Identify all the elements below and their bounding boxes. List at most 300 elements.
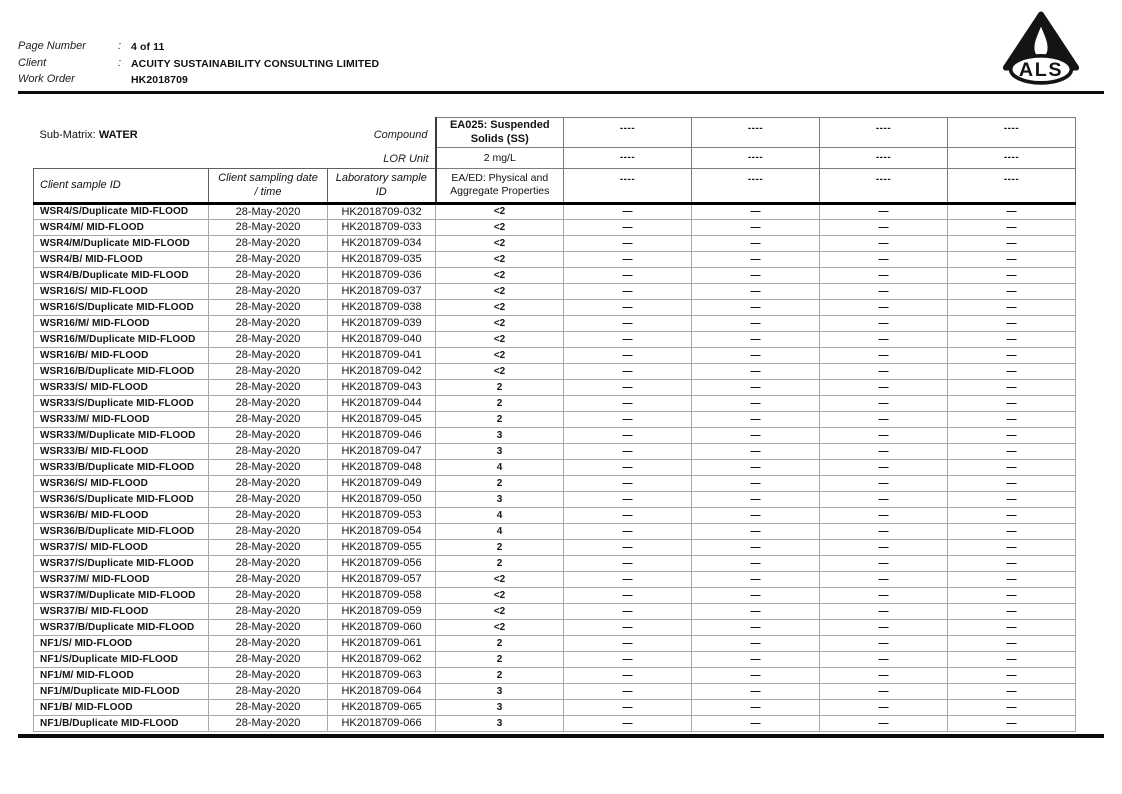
result-cell: 2	[436, 475, 564, 491]
sampling-date-cell: 28-May-2020	[209, 619, 328, 635]
result-cell: —	[948, 587, 1076, 603]
result-cell: —	[948, 571, 1076, 587]
sampling-date-cell: 28-May-2020	[209, 267, 328, 283]
client-sample-id-cell: WSR36/B/ MID-FLOOD	[34, 507, 209, 523]
result-cell: <2	[436, 619, 564, 635]
result-cell: —	[564, 427, 692, 443]
table-row	[34, 619, 1076, 635]
lab-sample-id-cell: HK2018709-054	[328, 523, 436, 539]
sampling-date-cell: 28-May-2020	[209, 603, 328, 619]
method-header-ea025: EA/ED: Physical and Aggregate Properties	[436, 168, 564, 203]
result-cell: —	[820, 715, 948, 731]
lab-sample-id-cell: HK2018709-036	[328, 267, 436, 283]
client-sample-id-cell: WSR37/S/ MID-FLOOD	[34, 539, 209, 555]
result-cell: —	[692, 395, 820, 411]
result-cell: —	[564, 699, 692, 715]
result-cell: —	[948, 523, 1076, 539]
lab-sample-id-cell: HK2018709-032	[328, 203, 436, 219]
sampling-date-cell: 28-May-2020	[209, 667, 328, 683]
result-cell: 2	[436, 395, 564, 411]
client-sample-id-cell: WSR4/S/Duplicate MID-FLOOD	[34, 203, 209, 219]
sampling-date-cell: 28-May-2020	[209, 363, 328, 379]
table-row	[34, 235, 1076, 251]
table-row	[34, 475, 1076, 491]
result-cell: —	[564, 539, 692, 555]
result-cell: —	[948, 283, 1076, 299]
lor-unit-dash: ----	[692, 148, 820, 169]
result-cell: —	[692, 491, 820, 507]
result-cell: —	[820, 699, 948, 715]
result-cell: —	[948, 299, 1076, 315]
sampling-date-cell: 28-May-2020	[209, 251, 328, 267]
lab-sample-id-cell: HK2018709-049	[328, 475, 436, 491]
sampling-date-cell: 28-May-2020	[209, 331, 328, 347]
client-sample-id-cell: WSR4/M/ MID-FLOOD	[34, 219, 209, 235]
result-cell: <2	[436, 299, 564, 315]
sampling-date-cell: 28-May-2020	[209, 587, 328, 603]
sampling-date-cell: 28-May-2020	[209, 571, 328, 587]
meta-row-page-number	[18, 40, 379, 57]
result-cell: —	[820, 683, 948, 699]
table-row	[34, 683, 1076, 699]
result-cell: —	[564, 587, 692, 603]
result-cell: —	[948, 507, 1076, 523]
client-sample-id-cell: WSR33/S/ MID-FLOOD	[34, 379, 209, 395]
result-cell: —	[820, 395, 948, 411]
table-body	[34, 203, 1076, 731]
table-row	[34, 603, 1076, 619]
result-cell: —	[692, 683, 820, 699]
result-cell: —	[948, 603, 1076, 619]
compound-header-dash: ----	[820, 118, 948, 148]
result-cell: 3	[436, 443, 564, 459]
col-header-sampling-date: Client sampling date / time	[209, 168, 328, 203]
sampling-date-cell: 28-May-2020	[209, 315, 328, 331]
lor-unit-dash: ----	[820, 148, 948, 169]
result-cell: —	[564, 475, 692, 491]
result-cell: —	[692, 651, 820, 667]
result-cell: —	[948, 331, 1076, 347]
result-cell: —	[692, 619, 820, 635]
result-cell: <2	[436, 283, 564, 299]
table-row	[34, 651, 1076, 667]
table-row	[34, 379, 1076, 395]
result-cell: —	[692, 347, 820, 363]
result-cell: —	[692, 331, 820, 347]
result-cell: —	[564, 443, 692, 459]
sub-matrix	[40, 129, 138, 141]
lab-sample-id-cell: HK2018709-046	[328, 427, 436, 443]
sampling-date-cell: 28-May-2020	[209, 523, 328, 539]
result-cell: —	[948, 363, 1076, 379]
lab-sample-id-cell: HK2018709-059	[328, 603, 436, 619]
table-row	[34, 347, 1076, 363]
lab-sample-id-cell: HK2018709-057	[328, 571, 436, 587]
result-cell: —	[692, 283, 820, 299]
result-cell: —	[564, 315, 692, 331]
table-row	[34, 491, 1076, 507]
result-cell: —	[820, 619, 948, 635]
result-cell: —	[820, 491, 948, 507]
lab-sample-id-cell: HK2018709-053	[328, 507, 436, 523]
results-table	[33, 117, 1076, 732]
result-cell: —	[692, 587, 820, 603]
result-cell: —	[948, 619, 1076, 635]
result-cell: —	[692, 523, 820, 539]
result-cell: 4	[436, 459, 564, 475]
lab-sample-id-cell: HK2018709-039	[328, 315, 436, 331]
client-sample-id-cell: WSR37/M/ MID-FLOOD	[34, 571, 209, 587]
result-cell: 4	[436, 507, 564, 523]
lab-sample-id-cell: HK2018709-033	[328, 219, 436, 235]
table-row	[34, 523, 1076, 539]
result-cell: —	[820, 555, 948, 571]
result-cell: <2	[436, 203, 564, 219]
result-cell: —	[948, 667, 1076, 683]
result-cell: —	[692, 571, 820, 587]
result-cell: —	[564, 507, 692, 523]
lab-sample-id-cell: HK2018709-037	[328, 283, 436, 299]
result-cell: —	[948, 219, 1076, 235]
result-cell: <2	[436, 363, 564, 379]
client-value: ACUITY SUSTAINABILITY CONSULTING LIMITED	[131, 57, 380, 70]
method-header-dash: ----	[820, 168, 948, 203]
table-row	[34, 427, 1076, 443]
client-sample-id-cell: WSR36/S/Duplicate MID-FLOOD	[34, 491, 209, 507]
result-cell: —	[564, 635, 692, 651]
result-cell: —	[692, 667, 820, 683]
result-cell: —	[948, 379, 1076, 395]
result-cell: —	[564, 203, 692, 219]
result-cell: —	[692, 267, 820, 283]
result-cell: —	[820, 203, 948, 219]
result-cell: —	[820, 411, 948, 427]
result-cell: —	[820, 363, 948, 379]
result-cell: —	[564, 411, 692, 427]
result-cell: <2	[436, 235, 564, 251]
compound-header-dash: ----	[692, 118, 820, 148]
als-logo-graphic	[1000, 10, 1082, 86]
result-cell: —	[948, 683, 1076, 699]
compound-header-dash: ----	[948, 118, 1076, 148]
result-cell: —	[820, 427, 948, 443]
result-cell: —	[948, 475, 1076, 491]
result-cell: —	[820, 523, 948, 539]
result-cell: —	[564, 667, 692, 683]
result-cell: <2	[436, 219, 564, 235]
result-cell: —	[948, 427, 1076, 443]
lab-sample-id-cell: HK2018709-065	[328, 699, 436, 715]
lab-sample-id-cell: HK2018709-062	[328, 651, 436, 667]
sampling-date-cell: 28-May-2020	[209, 635, 328, 651]
sampling-date-cell: 28-May-2020	[209, 491, 328, 507]
sampling-date-cell: 28-May-2020	[209, 475, 328, 491]
result-cell: <2	[436, 331, 564, 347]
result-cell: 3	[436, 491, 564, 507]
lab-sample-id-cell: HK2018709-047	[328, 443, 436, 459]
result-cell: —	[820, 251, 948, 267]
result-cell: —	[564, 603, 692, 619]
page-meta	[18, 40, 379, 90]
table-row	[34, 587, 1076, 603]
result-cell: <2	[436, 571, 564, 587]
sampling-date-cell: 28-May-2020	[209, 539, 328, 555]
result-cell: —	[820, 299, 948, 315]
result-cell: 3	[436, 699, 564, 715]
client-sample-id-cell: WSR33/B/Duplicate MID-FLOOD	[34, 459, 209, 475]
result-cell: —	[692, 443, 820, 459]
table-row	[34, 267, 1076, 283]
result-cell: —	[948, 459, 1076, 475]
lab-sample-id-cell: HK2018709-035	[328, 251, 436, 267]
compound-header-dash: ----	[564, 118, 692, 148]
result-cell: —	[820, 459, 948, 475]
client-sample-id-cell: WSR33/M/Duplicate MID-FLOOD	[34, 427, 209, 443]
compound-header-row	[34, 118, 1076, 148]
client-sample-id-cell: WSR36/S/ MID-FLOOD	[34, 475, 209, 491]
method-header-dash: ----	[948, 168, 1076, 203]
result-cell: —	[564, 571, 692, 587]
result-cell: 2	[436, 555, 564, 571]
result-cell: —	[948, 443, 1076, 459]
client-sample-id-cell: WSR16/B/ MID-FLOOD	[34, 347, 209, 363]
result-cell: —	[692, 363, 820, 379]
result-cell: —	[564, 491, 692, 507]
table-row	[34, 251, 1076, 267]
table-row	[34, 667, 1076, 683]
result-cell: —	[820, 651, 948, 667]
result-cell: —	[820, 347, 948, 363]
method-header-dash: ----	[692, 168, 820, 203]
lab-sample-id-cell: HK2018709-038	[328, 299, 436, 315]
result-cell: —	[692, 539, 820, 555]
result-cell: —	[692, 715, 820, 731]
result-cell: —	[948, 315, 1076, 331]
sampling-date-cell: 28-May-2020	[209, 459, 328, 475]
result-cell: —	[692, 427, 820, 443]
result-cell: <2	[436, 603, 564, 619]
client-sample-id-cell: WSR36/B/Duplicate MID-FLOOD	[34, 523, 209, 539]
result-cell: <2	[436, 315, 564, 331]
result-cell: —	[948, 235, 1076, 251]
result-cell: 2	[436, 635, 564, 651]
table-row	[34, 459, 1076, 475]
table-row	[34, 203, 1076, 219]
sampling-date-cell: 28-May-2020	[209, 395, 328, 411]
sampling-date-cell: 28-May-2020	[209, 715, 328, 731]
lab-sample-id-cell: HK2018709-056	[328, 555, 436, 571]
lor-unit-label: LOR Unit	[383, 152, 429, 165]
client-sample-id-cell: WSR16/M/ MID-FLOOD	[34, 315, 209, 331]
lab-sample-id-cell: HK2018709-055	[328, 539, 436, 555]
result-cell: —	[820, 283, 948, 299]
result-cell: —	[692, 299, 820, 315]
sampling-date-cell: 28-May-2020	[209, 427, 328, 443]
result-cell: <2	[436, 347, 564, 363]
lab-sample-id-cell: HK2018709-043	[328, 379, 436, 395]
client-sample-id-cell: NF1/B/ MID-FLOOD	[34, 699, 209, 715]
result-cell: —	[692, 203, 820, 219]
client-sample-id-cell: WSR37/B/Duplicate MID-FLOOD	[34, 619, 209, 635]
sampling-date-cell: 28-May-2020	[209, 203, 328, 219]
sampling-date-cell: 28-May-2020	[209, 555, 328, 571]
result-cell: —	[564, 363, 692, 379]
table-bottom-rule	[18, 734, 1104, 738]
table-row	[34, 299, 1076, 315]
result-cell: 2	[436, 379, 564, 395]
result-cell: —	[564, 251, 692, 267]
lab-sample-id-cell: HK2018709-041	[328, 347, 436, 363]
table-row	[34, 411, 1076, 427]
result-cell: —	[948, 699, 1076, 715]
table-row	[34, 715, 1076, 731]
sampling-date-cell: 28-May-2020	[209, 699, 328, 715]
client-sample-id-cell: WSR33/M/ MID-FLOOD	[34, 411, 209, 427]
sampling-date-cell: 28-May-2020	[209, 299, 328, 315]
result-cell: —	[564, 523, 692, 539]
table-row	[34, 395, 1076, 411]
lab-sample-id-cell: HK2018709-061	[328, 635, 436, 651]
client-sample-id-cell: WSR4/B/Duplicate MID-FLOOD	[34, 267, 209, 283]
client-sample-id-cell: WSR37/M/Duplicate MID-FLOOD	[34, 587, 209, 603]
result-cell: —	[820, 443, 948, 459]
result-cell: <2	[436, 251, 564, 267]
results-table-wrap	[33, 117, 1119, 738]
sub-matrix-value: WATER	[98, 128, 138, 141]
als-logo	[1000, 10, 1082, 86]
result-cell: —	[948, 395, 1076, 411]
lab-sample-id-cell: HK2018709-064	[328, 683, 436, 699]
separator: :	[118, 40, 122, 52]
table-row	[34, 219, 1076, 235]
table-row	[34, 539, 1076, 555]
result-cell: —	[564, 619, 692, 635]
result-cell: <2	[436, 587, 564, 603]
result-cell: —	[820, 315, 948, 331]
logo-text: ALS	[1018, 58, 1064, 81]
lor-unit-dash: ----	[564, 148, 692, 169]
result-cell: 4	[436, 523, 564, 539]
result-cell: —	[564, 267, 692, 283]
table-row	[34, 331, 1076, 347]
result-cell: —	[692, 459, 820, 475]
result-cell: —	[564, 683, 692, 699]
lor-unit-label-cell	[34, 148, 436, 169]
method-header-dash: ----	[564, 168, 692, 203]
result-cell: —	[820, 219, 948, 235]
sub-matrix-label: Sub-Matrix:	[39, 128, 96, 141]
client-sample-id-cell: WSR16/S/ MID-FLOOD	[34, 283, 209, 299]
lor-unit-ea025: 2 mg/L	[436, 148, 564, 169]
table-row	[34, 699, 1076, 715]
result-cell: —	[948, 715, 1076, 731]
client-label: Client	[18, 56, 47, 69]
result-cell: —	[948, 651, 1076, 667]
result-cell: —	[820, 571, 948, 587]
result-cell: —	[692, 603, 820, 619]
lab-sample-id-cell: HK2018709-045	[328, 411, 436, 427]
result-cell: —	[820, 507, 948, 523]
result-cell: —	[564, 331, 692, 347]
compound-header-ea025: EA025: Suspended Solids (SS)	[436, 118, 564, 148]
lab-sample-id-cell: HK2018709-048	[328, 459, 436, 475]
result-cell: —	[564, 395, 692, 411]
lab-sample-id-cell: HK2018709-044	[328, 395, 436, 411]
result-cell: —	[948, 635, 1076, 651]
result-cell: —	[692, 635, 820, 651]
table-row	[34, 443, 1076, 459]
table-row	[34, 283, 1076, 299]
result-cell: —	[564, 459, 692, 475]
result-cell: —	[564, 299, 692, 315]
lor-unit-row	[34, 148, 1076, 169]
column-header-row	[34, 168, 1076, 203]
lab-sample-id-cell: HK2018709-060	[328, 619, 436, 635]
result-cell: —	[564, 347, 692, 363]
result-cell: —	[820, 635, 948, 651]
client-sample-id-cell: WSR33/S/Duplicate MID-FLOOD	[34, 395, 209, 411]
client-sample-id-cell: WSR16/M/Duplicate MID-FLOOD	[34, 331, 209, 347]
result-cell: —	[692, 699, 820, 715]
result-cell: 3	[436, 427, 564, 443]
table-row	[34, 315, 1076, 331]
page-number-label: Page Number	[18, 40, 86, 52]
client-sample-id-cell: NF1/M/ MID-FLOOD	[34, 667, 209, 683]
result-cell: —	[948, 411, 1076, 427]
lab-sample-id-cell: HK2018709-034	[328, 235, 436, 251]
result-cell: —	[692, 235, 820, 251]
client-sample-id-cell: WSR16/B/Duplicate MID-FLOOD	[34, 363, 209, 379]
client-sample-id-cell: WSR37/S/Duplicate MID-FLOOD	[34, 555, 209, 571]
result-cell: 2	[436, 539, 564, 555]
result-cell: —	[948, 267, 1076, 283]
result-cell: 2	[436, 667, 564, 683]
lab-sample-id-cell: HK2018709-042	[328, 363, 436, 379]
result-cell: —	[692, 315, 820, 331]
result-cell: —	[692, 251, 820, 267]
meta-row-work-order	[18, 73, 379, 90]
client-sample-id-cell: WSR37/B/ MID-FLOOD	[34, 603, 209, 619]
result-cell: —	[692, 507, 820, 523]
sampling-date-cell: 28-May-2020	[209, 283, 328, 299]
result-cell: —	[564, 219, 692, 235]
sampling-date-cell: 28-May-2020	[209, 411, 328, 427]
result-cell: —	[820, 235, 948, 251]
header-rule	[18, 91, 1104, 94]
sampling-date-cell: 28-May-2020	[209, 683, 328, 699]
sampling-date-cell: 28-May-2020	[209, 347, 328, 363]
result-cell: —	[948, 251, 1076, 267]
result-cell: —	[692, 475, 820, 491]
table-row	[34, 571, 1076, 587]
client-sample-id-cell: NF1/M/Duplicate MID-FLOOD	[34, 683, 209, 699]
result-cell: —	[820, 475, 948, 491]
result-cell: —	[948, 491, 1076, 507]
table-row	[34, 363, 1076, 379]
result-cell: —	[564, 555, 692, 571]
separator: :	[118, 56, 122, 69]
lab-sample-id-cell: HK2018709-058	[328, 587, 436, 603]
page-number-value: 4 of 11	[131, 41, 165, 53]
col-header-lab-sample-id: Laboratory sample ID	[328, 168, 436, 203]
lab-sample-id-cell: HK2018709-050	[328, 491, 436, 507]
result-cell: —	[948, 539, 1076, 555]
table-row	[34, 555, 1076, 571]
result-cell: —	[820, 379, 948, 395]
result-cell: —	[692, 379, 820, 395]
lab-sample-id-cell: HK2018709-040	[328, 331, 436, 347]
client-sample-id-cell: WSR4/B/ MID-FLOOD	[34, 251, 209, 267]
